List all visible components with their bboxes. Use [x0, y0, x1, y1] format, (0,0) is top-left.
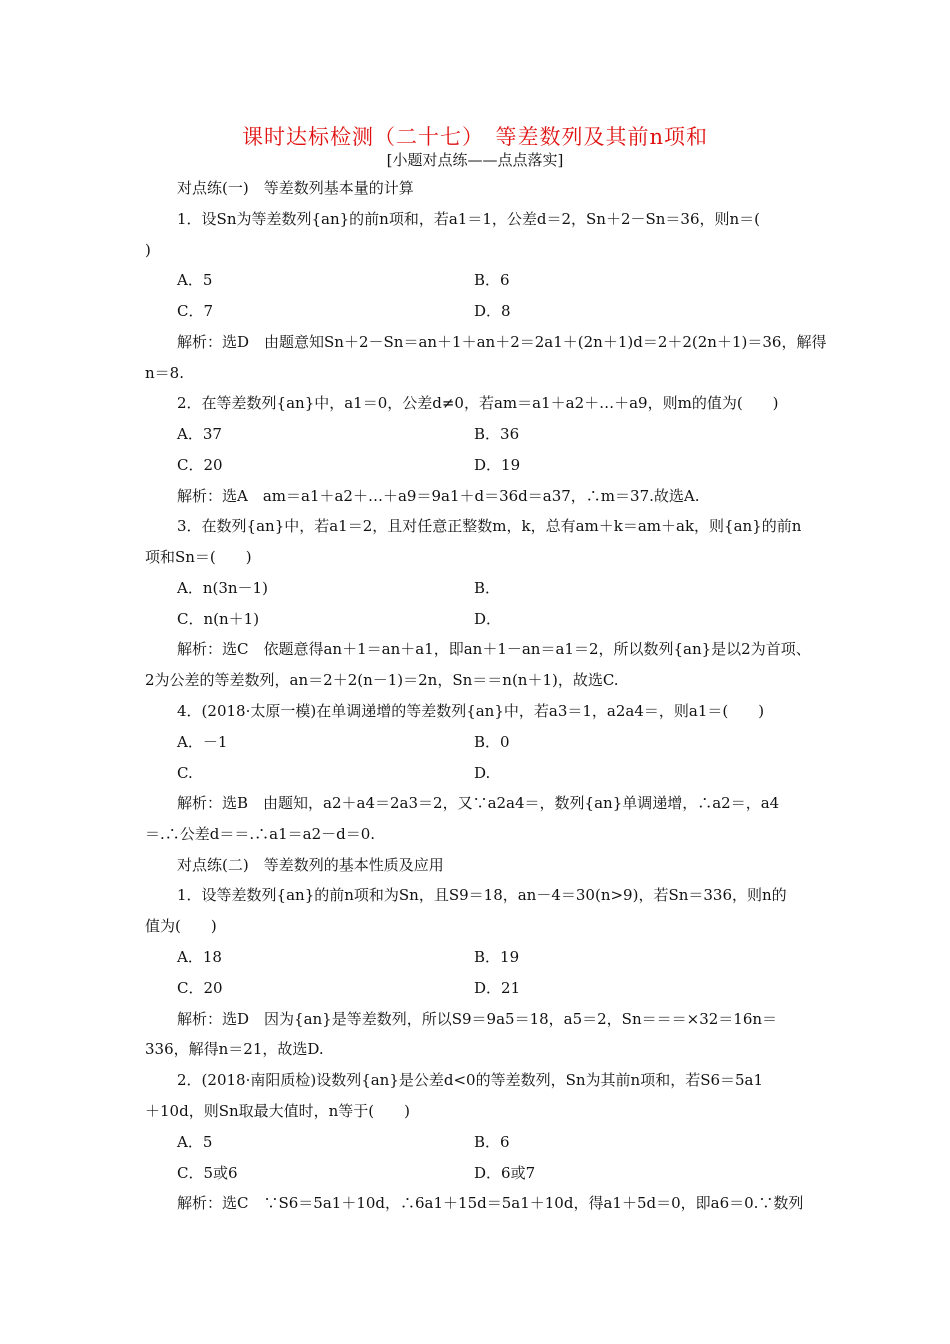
text-line: 对点练(二) 等差数列的基本性质及应用	[177, 856, 444, 874]
text-line: B．0	[474, 733, 510, 751]
text-line: 值为( )	[145, 917, 217, 935]
text-line: C．n(n＋1)	[177, 610, 260, 628]
text-line: 3．在数列{an}中，若a1＝2，且对任意正整数m，k，总有am＋k＝am＋ak，则{an}的前n	[177, 517, 802, 535]
text-line: 解析：选D 因为{an}是等差数列，所以S9＝9a5＝18，a5＝2，Sn＝＝＝×32＝16n＝	[177, 1010, 778, 1028]
text-line: 项和Sn＝( )	[145, 548, 252, 566]
text-line: C.	[177, 764, 193, 782]
text-line: 2为公差的等差数列，an＝2＋2(n－1)＝2n，Sn＝＝n(n＋1)，故选C.	[145, 671, 619, 689]
text-line: 解析：选A am＝a1＋a2＋…＋a9＝9a1＋d＝36d＝a37，∴m＝37.故选A.	[177, 487, 700, 505]
text-line: 2．(2018·南阳质检)设数列{an}是公差d<0的等差数列，Sn为其前n项和，若S6＝5a1	[177, 1071, 764, 1089]
text-line: B．6	[474, 271, 510, 289]
text-line: 解析：选D 由题意知Sn＋2－Sn＝an＋1＋an＋2＝2a1＋(2n＋1)d＝2＋2(2n＋1)＝36，解得	[177, 333, 827, 351]
text-line: ＋10d，则Sn取最大值时，n等于( )	[145, 1102, 410, 1120]
text-line: 对点练(一) 等差数列基本量的计算	[177, 179, 414, 197]
text-line: 1．设等差数列{an}的前n项和为Sn，且S9＝18，an－4＝30(n>9)，若Sn＝336，则n的	[177, 886, 787, 904]
text-line: B．19	[474, 948, 520, 966]
text-line: )	[145, 241, 151, 259]
text-line: B．	[474, 579, 501, 597]
text-line: A．5	[177, 271, 213, 289]
text-line: D．19	[474, 456, 521, 474]
text-line: C．7	[177, 302, 214, 320]
page-subtitle: [小题对点练——点点落实]	[386, 151, 564, 169]
text-line: C．20	[177, 979, 223, 997]
text-line: A．－1	[177, 733, 228, 751]
text-line: n＝8.	[145, 364, 184, 382]
text-line: D.	[474, 764, 491, 782]
text-line: B．6	[474, 1133, 510, 1151]
text-line: C．5或6	[177, 1164, 238, 1182]
text-line: A．n(3n－1)	[177, 579, 268, 597]
text-line: D．21	[474, 979, 521, 997]
text-line: A．37	[177, 425, 222, 443]
text-line: D．8	[474, 302, 511, 320]
text-line: A．18	[177, 948, 222, 966]
text-line: 解析：选C 依题意得an＋1＝an＋a1，即an＋1－an＝a1＝2，所以数列{an}是以2为首项、	[177, 640, 811, 658]
text-line: 2．在等差数列{an}中，a1＝0，公差d≠0，若am＝a1＋a2＋…＋a9，则m的值为( )	[177, 394, 779, 412]
text-line: 1．设Sn为等差数列{an}的前n项和，若a1＝1，公差d＝2，Sn＋2－Sn＝36，则n＝(	[177, 210, 761, 228]
text-line: 4．(2018·太原一模)在单调递增的等差数列{an}中，若a3＝1，a2a4＝，则a1＝( )	[177, 702, 765, 720]
text-line: D．	[474, 610, 502, 628]
text-line: 336，解得n＝21，故选D.	[145, 1040, 324, 1058]
text-line: B．36	[474, 425, 520, 443]
page-title: 课时达标检测（二十七） 等差数列及其前n项和	[241, 125, 709, 149]
text-line: D．6或7	[474, 1164, 536, 1182]
text-line: ＝.∴公差d＝＝.∴a1＝a2－d＝0.	[145, 825, 376, 843]
text-line: C．20	[177, 456, 223, 474]
text-line: A．5	[177, 1133, 213, 1151]
text-line: 解析：选C ∵S6＝5a1＋10d，∴6a1＋15d＝5a1＋10d，得a1＋5d＝0，即a6＝0.∵数列	[177, 1194, 804, 1212]
text-line: 解析：选B 由题知，a2＋a4＝2a3＝2，又∵a2a4＝，数列{an}单调递增，∴a2＝，a4	[177, 794, 780, 812]
